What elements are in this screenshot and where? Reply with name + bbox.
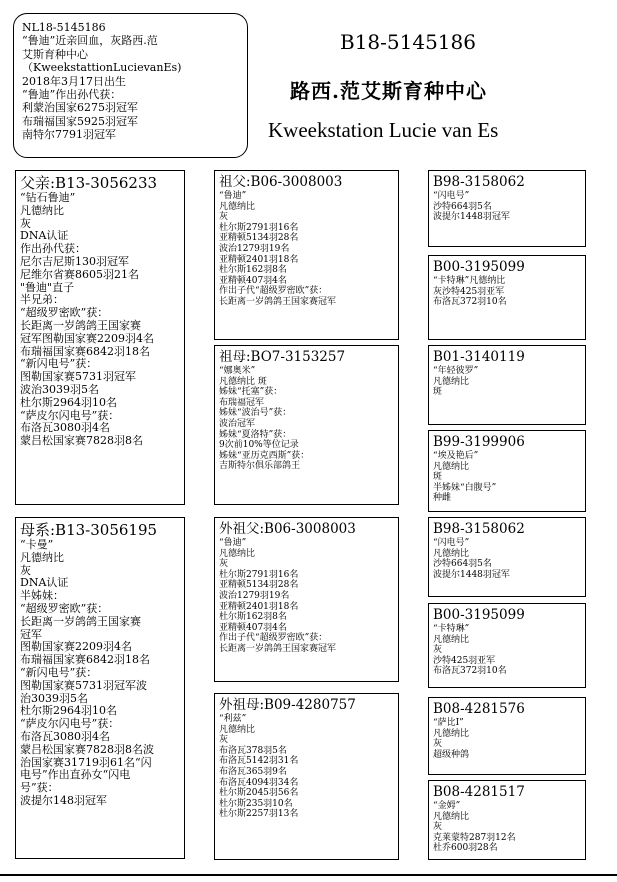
text-line: 波提尔1448羽冠军	[433, 212, 510, 223]
ancestor-box	[428, 517, 586, 597]
text-line: “萨皮尔闪电号”获：	[20, 717, 120, 731]
text-line: 超级种鸽	[433, 749, 470, 760]
paternal-grandmother-title: 祖母:BO7-3153257	[219, 349, 346, 365]
text-line: 凡德纳比	[433, 728, 470, 739]
text-line: 电号”作出直孙女“闪电	[20, 768, 131, 782]
text-line: 杜尔斯235羽10名	[219, 798, 293, 809]
text-line: 波治冠军	[219, 418, 256, 429]
text-line: 布洛瓦372羽10名	[433, 297, 507, 308]
text-line: 长距离一岁鸽鸽王国家赛冠军	[219, 296, 337, 307]
text-line: 凡德纳比	[219, 548, 256, 559]
text-line: 冠军图勒国家赛2209羽4名	[20, 331, 154, 345]
text-line: 灰	[219, 212, 229, 223]
text-line: 沙特425羽亚军	[433, 655, 496, 666]
top-info-box	[13, 13, 248, 158]
text-line: 凡德纳比	[219, 201, 256, 212]
text-line: 灰沙特425羽亚军	[433, 286, 505, 297]
ancestor-lines	[433, 718, 581, 760]
text-line: 号”获：	[20, 781, 59, 795]
text-line: “鲁迪”作出孙代获：	[22, 88, 122, 102]
text-line: 长距离一岁鸽鸽王国家赛	[20, 614, 141, 628]
text-line: 亚精顿5134羽28名	[219, 580, 299, 591]
text-line: 图勒国家赛2209羽4名	[20, 640, 132, 654]
father-lines	[20, 192, 180, 448]
father-title: 父亲:B13-3056233	[20, 174, 158, 192]
text-line: 沙特664羽5名	[433, 559, 492, 570]
header-english-name: Kweekstation Lucie van Es	[268, 118, 499, 142]
text-line: 蒙吕松国家赛7828羽8名	[20, 434, 143, 448]
maternal-grandmother-box	[214, 693, 399, 860]
text-line: 灰	[219, 735, 229, 746]
paternal-grandfather-lines	[219, 191, 394, 308]
text-line: 治国家赛31719羽61名“闪	[20, 755, 152, 769]
bottom-rule	[0, 874, 617, 876]
ancestor-box	[428, 603, 586, 688]
text-line: DNA认证	[20, 576, 69, 590]
text-line: 灰	[20, 563, 31, 577]
text-line: 亚精顿2401羽18名	[219, 601, 299, 612]
text-line: “鲁迪”近亲回血，灰路西.范	[22, 34, 158, 48]
ancestor-lines	[433, 451, 581, 504]
ancestor-lines	[433, 801, 581, 854]
text-line: 半姊妹“白腹号”	[433, 482, 497, 493]
header-chinese-name: 路西.范艾斯育种中心	[290, 79, 487, 103]
header-ring-number: B18-5145186	[340, 30, 476, 54]
paternal-grandfather-box	[214, 170, 399, 340]
text-line: 亚精顿407羽4名	[219, 275, 287, 286]
text-line: 艾斯育种中心	[22, 47, 88, 61]
text-line: 凡德纳比	[219, 724, 256, 735]
text-line: 布瑞福国家赛6842羽18名	[20, 653, 150, 667]
text-line: 布洛瓦3080羽4名	[20, 729, 110, 743]
ancestor-title: B08-4281576	[433, 701, 525, 717]
text-line: 波治3039羽5名	[20, 382, 99, 396]
text-line: 灰	[433, 822, 443, 833]
text-line: 长距离一岁鸽鸽王国家赛	[20, 318, 141, 332]
text-line: 灰	[219, 559, 229, 570]
ancestor-title: B98-3158062	[433, 521, 525, 537]
text-line: “卡特琳”凡德纳比	[433, 276, 506, 286]
text-line: “超级罗密欧”获：	[20, 306, 109, 320]
maternal-grandfather-box	[214, 517, 399, 682]
text-line: 作出孙代获：	[20, 242, 86, 256]
text-line: 凡德纳比	[20, 550, 64, 564]
text-line: 凡德纳比	[433, 634, 470, 645]
text-line: 2018年3月17日出生	[22, 74, 126, 88]
mother-lines	[20, 539, 180, 808]
maternal-grandmother-title: 外祖母:B09-4280757	[219, 697, 356, 713]
text-line: “闪电号”	[433, 538, 470, 548]
text-line: 布洛瓦5142羽31名	[219, 756, 299, 767]
maternal-grandfather-lines	[219, 538, 394, 655]
ancestor-box	[428, 345, 586, 425]
paternal-grandfather-title: 祖父:B06-3008003	[219, 174, 343, 190]
text-line: 姊妹“夏洛特”获：	[219, 429, 292, 440]
text-line: 杜尔斯162羽8名	[219, 612, 287, 623]
text-line: 凡德纳比 斑	[219, 376, 267, 387]
ancestor-title: B08-4281517	[433, 784, 525, 800]
text-line: 作出子代“超级罗密欧”获：	[219, 633, 328, 644]
text-line: 灰	[433, 739, 443, 750]
text-line: 布瑞福国家5925羽冠军	[22, 114, 138, 128]
text-line: DNA认证	[20, 229, 69, 243]
text-line: “金姆”	[433, 801, 461, 811]
text-line: 沙特664羽5名	[433, 201, 492, 212]
text-line: （KweekstattionLucievanEs)	[22, 61, 182, 75]
text-line: “闪电号”	[433, 191, 470, 201]
text-line: 吉斯特尔俱乐部鸽王	[219, 461, 301, 472]
text-line: 波治1279羽19名	[219, 590, 290, 601]
text-line: 蒙吕松国家赛7828羽8名波	[20, 742, 154, 756]
text-line: 半兄弟：	[20, 293, 64, 307]
paternal-grandmother-lines	[219, 366, 394, 472]
text-line: 凡德纳比	[20, 203, 64, 217]
text-line: 杜尔斯162羽8名	[219, 265, 287, 276]
text-line: 作出子代“超级罗密欧”获：	[219, 286, 328, 297]
mother-box	[15, 517, 185, 859]
ancestor-lines	[433, 276, 581, 308]
text-line: “新闪电号”获：	[20, 665, 98, 679]
text-line: 杜乔600羽28名	[433, 843, 498, 854]
text-line: 布洛瓦4094羽34名	[219, 777, 299, 788]
text-line: 布洛瓦378羽5名	[219, 745, 287, 756]
text-line: 斑	[433, 387, 443, 398]
text-line: 布瑞福国家赛6842羽18名	[20, 344, 150, 358]
text-line: 杜尔斯2964羽10名	[20, 704, 117, 718]
text-line: 布洛瓦372羽10名	[433, 666, 507, 677]
mother-title: 母系:B13-3056195	[20, 521, 158, 539]
text-line: “埃及艳后”	[433, 451, 479, 461]
text-line: 凡德纳比	[433, 811, 470, 822]
ancestor-box	[428, 780, 586, 860]
text-line: “卡曼”	[20, 538, 54, 551]
text-line: 半姊妹：	[20, 589, 64, 603]
ancestor-lines	[433, 538, 581, 580]
text-line: “娜奥米”	[219, 366, 256, 376]
text-line: 布洛瓦3080羽4名	[20, 421, 110, 435]
text-line: 波治1279羽19名	[219, 243, 290, 254]
text-line: 杜尔斯2257羽13名	[219, 809, 299, 820]
text-line: “鲁迪”	[219, 538, 247, 548]
text-line: “年轻彼罗”	[433, 366, 479, 376]
text-line: NL18-5145186	[22, 21, 106, 34]
text-line: 种雌	[433, 493, 452, 504]
text-line: 姊妹“亚历克西斯”获：	[219, 450, 310, 461]
text-line: “利兹”	[219, 714, 247, 724]
text-line: “钻石鲁迪”	[20, 191, 76, 204]
text-line: 姊妹“托塞”获：	[219, 387, 283, 398]
text-line: 图勒国家赛5731羽冠军波	[20, 678, 147, 692]
ancestor-box	[428, 697, 586, 775]
text-line: 杜尔斯2791羽16名	[219, 569, 299, 580]
text-line: 图勒国家赛5731羽冠军	[20, 370, 136, 384]
text-line: 亚精顿2401羽18名	[219, 254, 299, 265]
text-line: 波提尔1448羽冠军	[433, 569, 510, 580]
text-line: 尼尔吉尼斯130羽冠军	[20, 254, 129, 268]
text-line: 波提尔148羽冠军	[20, 793, 107, 807]
text-line: 克莱蒙特287羽12名	[433, 832, 516, 843]
text-line: 治3039羽5名	[20, 691, 88, 705]
text-line: “卡特琳”	[433, 624, 470, 634]
text-line: 长距离一岁鸽鸽王国家赛冠军	[219, 643, 337, 654]
maternal-grandfather-title: 外祖父:B06-3008003	[219, 521, 356, 537]
ancestor-lines	[433, 624, 581, 677]
text-line: 杜尔斯2791羽16名	[219, 222, 299, 233]
maternal-grandmother-lines	[219, 714, 394, 820]
text-line: 杜尔斯2045羽56名	[219, 788, 299, 799]
ancestor-title: B01-3140119	[433, 349, 525, 365]
ancestor-box	[428, 170, 586, 247]
father-box	[15, 170, 185, 505]
ancestor-lines	[433, 366, 581, 398]
text-line: "鲁迪"直子	[20, 280, 75, 294]
paternal-grandmother-box	[214, 345, 399, 505]
text-line: “超级罗密欧”获：	[20, 601, 109, 615]
text-line: “萨比I”	[433, 718, 464, 728]
ancestor-title: B98-3158062	[433, 174, 525, 190]
ancestor-title: B00-3195099	[433, 259, 525, 275]
text-line: 9次前10%等位记录	[219, 440, 299, 451]
ancestor-lines	[433, 191, 581, 223]
ancestor-title: B00-3195099	[433, 607, 525, 623]
ancestor-box	[428, 255, 586, 340]
text-line: 尼维尔省赛8605羽21名	[20, 267, 139, 281]
text-line: 利蒙治国家6275羽冠军	[22, 101, 138, 115]
text-line: 布洛瓦365羽9名	[219, 766, 287, 777]
text-line: “萨皮尔闪电号”获：	[20, 408, 120, 422]
text-line: 冠军	[20, 627, 42, 641]
text-line: 亚精顿5134羽28名	[219, 233, 299, 244]
text-line: 灰	[433, 645, 443, 656]
text-line: 杜尔斯2964羽10名	[20, 395, 117, 409]
text-line: 姊妹“波治号”获：	[219, 408, 292, 419]
text-line: 斑	[433, 472, 443, 483]
text-line: 凡德纳比	[433, 461, 470, 472]
text-line: 布瑞福冠军	[219, 397, 265, 408]
ancestor-title: B99-3199906	[433, 434, 525, 450]
text-line: “新闪电号”获：	[20, 357, 98, 371]
text-line: 灰	[20, 216, 31, 230]
text-line: “鲁迪”	[219, 191, 247, 201]
text-line: 亚精顿407羽4名	[219, 622, 287, 633]
text-line: 南特尔7791羽冠军	[22, 128, 116, 142]
text-line: 凡德纳比	[433, 376, 470, 387]
top-info-lines	[14, 14, 247, 149]
text-line: 凡德纳比	[433, 548, 470, 559]
ancestor-box	[428, 430, 586, 512]
